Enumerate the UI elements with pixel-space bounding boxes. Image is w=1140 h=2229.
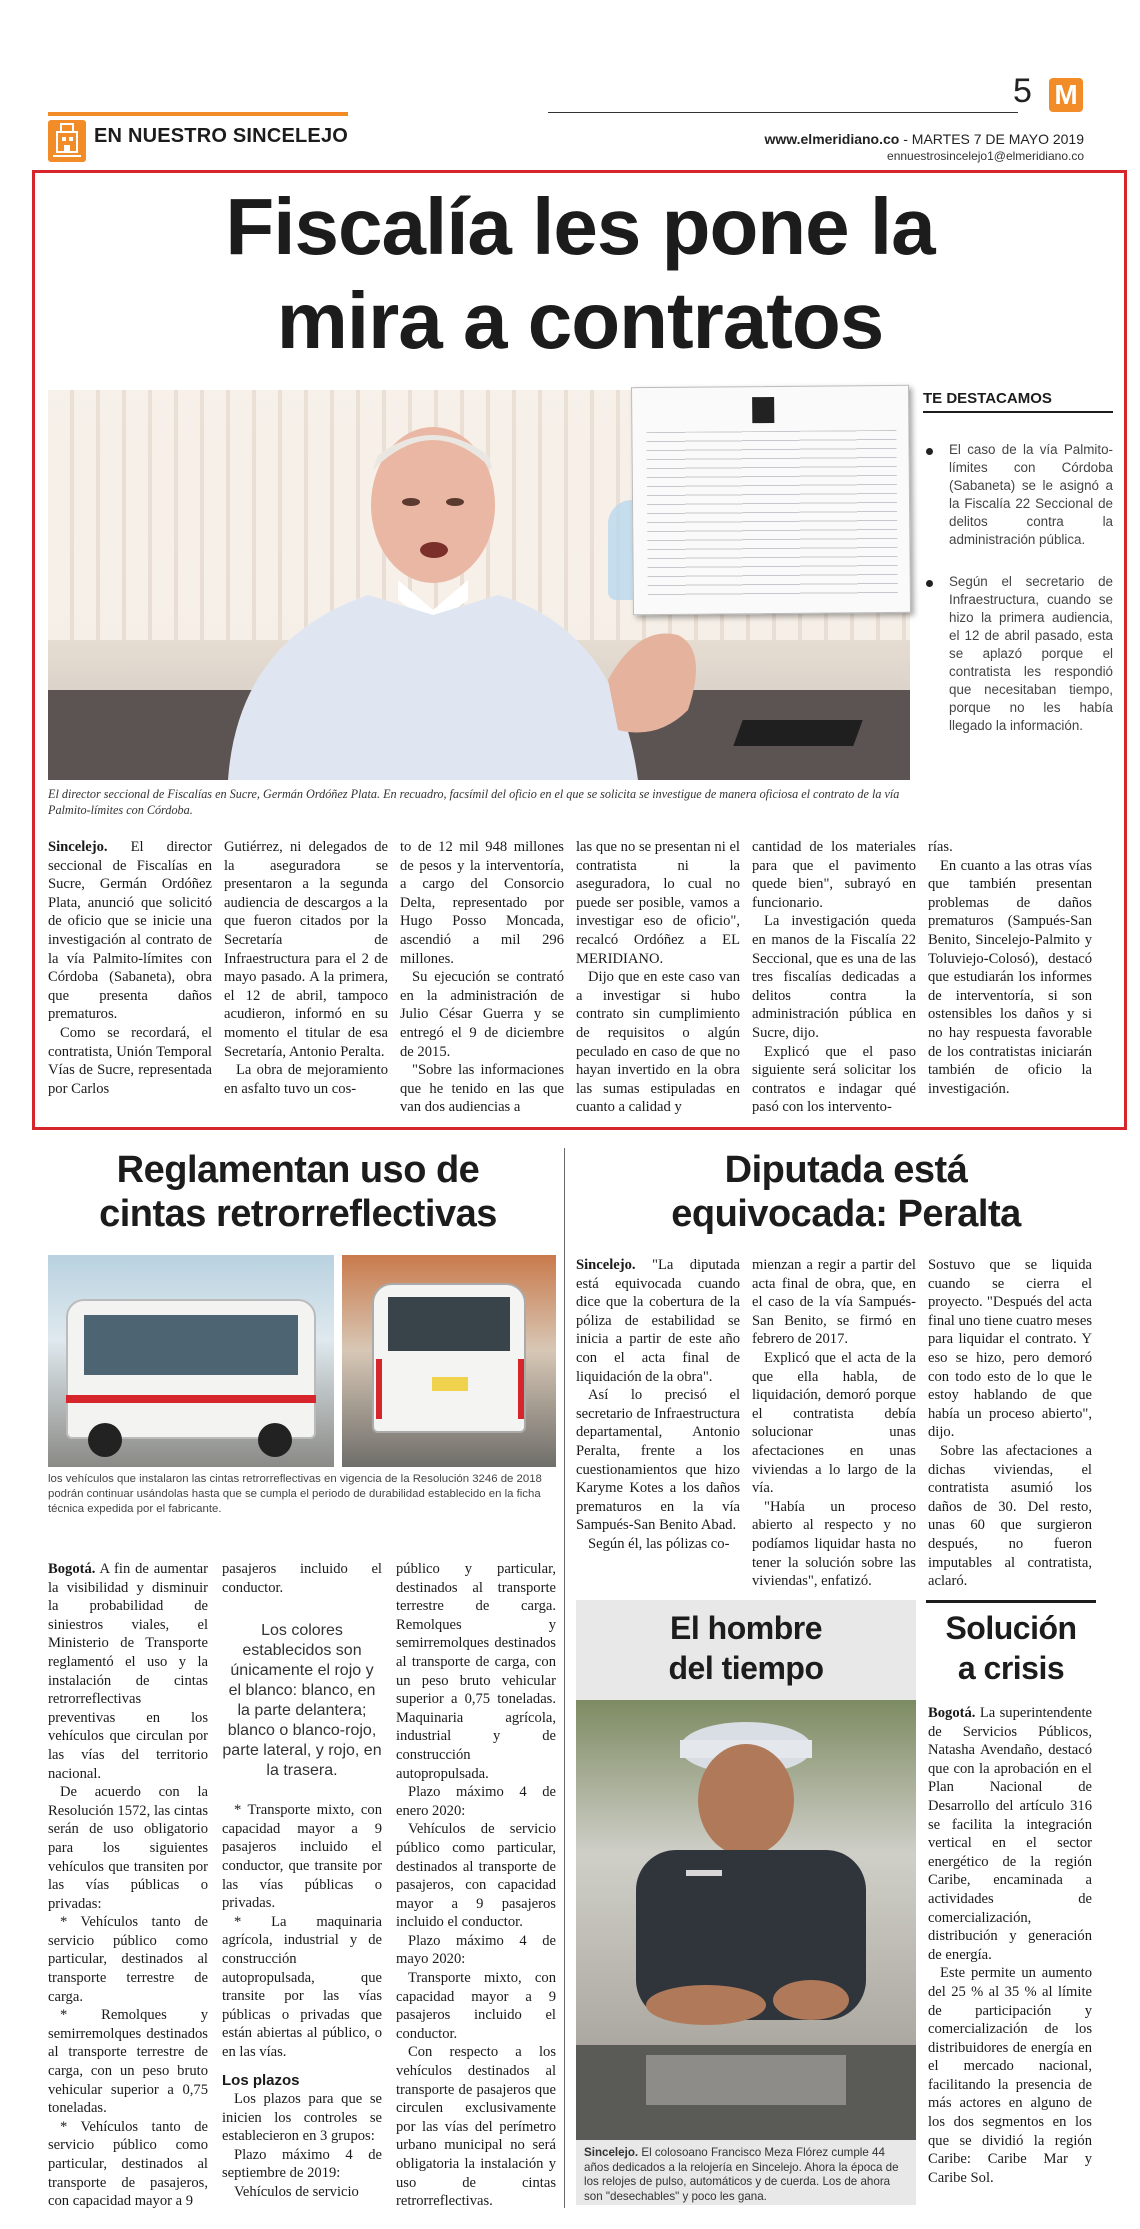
keyboard — [733, 720, 862, 746]
cintas-text: Los plazos para que se inicien los controles se establecieron en 3 grupos: — [222, 2091, 382, 2145]
cintas-text: Plazo máximo 4 de mayo 2020: — [396, 1932, 556, 1968]
main-text: La investigación queda en manos de la Fiscalía 22 Seccional, que es una de las tres fiscalías dedicadas a delitos contra la administración pública en Sucre, dijo. — [752, 913, 916, 1041]
solucion-headline-line1: Solución — [945, 1610, 1077, 1646]
main-column-2 — [224, 838, 388, 1098]
highlight-item: El caso de la vía Palmito-límites con Córdoba (Sabaneta) se le asignó a la Fiscalía 22 Seccional de delitos contra la administración pública. — [923, 441, 1113, 549]
highlights-sidebar — [923, 390, 1113, 759]
hombre-headline — [576, 1608, 916, 1688]
newspaper-logo-letter: M — [1054, 79, 1078, 110]
bus-window — [84, 1315, 298, 1375]
main-text: El director seccional de Fiscalías en Sucre, Germán Ordóñez Plata, anunció que solicitó de oficio que se inicie una investigación al contrato de la vía Palmito-límites con Córdoba (Sabaneta), obra que presenta daños prematuros. — [48, 839, 212, 1023]
main-photo-caption: El director seccional de Fiscalías en Sucre, Germán Ordóñez Plata. En recuadro, facsímil del oficio en el que se solicita se investigue de manera oficiosa el contrato de la vía Palmito-límites con Córdoba. — [48, 787, 900, 817]
cintas-text: * Vehículos tanto de servicio público como particular, destinados al transporte de pasajeros, con capacidad mayor a 9 — [48, 2118, 208, 2210]
van-tape-right — [518, 1359, 524, 1419]
bus-wheel — [258, 1423, 292, 1457]
peralta-text: "Había un proceso abierto al respecto y no podíamos liquidar hasta no tener la solución sobre las viviendas", enfatizó. — [752, 1498, 916, 1590]
peralta-dateline: Sincelejo. — [576, 1257, 636, 1273]
hombre-caption-dateline: Sincelejo. — [584, 2146, 639, 2159]
cintas-text: De acuerdo con la Resolución 1572, las cintas serán de uso obligatorio para los siguientes vehículos que transiten por las vías públicas o privadas: — [48, 1784, 208, 1912]
solucion-text: Este permite un aumento del 25 % al 35 % al límite de participación y comercialización de los distribuidores de energía en el mercado nacional, facilitando la presencia de más actores en alguno de los dos segmentos en los que se dividió la región Caribe: Caribe Mar y Caribe Sol. — [928, 1965, 1092, 2186]
main-headline-line2: mira a contratos — [276, 276, 884, 365]
main-text: rías. — [928, 839, 953, 855]
dateline — [764, 131, 1084, 147]
main-text: Como se recordará, el contratista, Unión Temporal Vías de Sucre, representada por Carlos — [48, 1024, 212, 1097]
cintas-column-1 — [48, 1560, 208, 2211]
peralta-headline-line2: equivocada: Peralta — [671, 1193, 1021, 1235]
main-text: cantidad de los materiales para que el pavimento quede bien", subrayó en funcionario. — [752, 839, 916, 911]
main-text: "Sobre las informaciones que he tenido en las que van dos audiencias a — [400, 1062, 564, 1116]
van-photo — [342, 1255, 556, 1467]
section-icon — [48, 120, 86, 162]
peralta-text: mienzan a regir a partir del acta final de obra, que, en el caso de la vía Sampués-San Benito, se firmó en febrero de 2017. — [752, 1257, 916, 1348]
cintas-text: * La maquinaria agrícola, industrial y de construcción autopropulsada, que transite por las vías públicas o privadas que están abiertas al público, o en las vías. — [222, 1913, 382, 2060]
main-headline-line1: Fiscalía les pone la — [225, 182, 935, 271]
peralta-text: Según él, las pólizas co- — [588, 1535, 730, 1552]
hombre-caption — [584, 2146, 910, 2204]
facsimile-seal-icon — [752, 397, 774, 423]
cintas-dateline: Bogotá. — [48, 1561, 96, 1577]
main-column-4 — [576, 838, 740, 1117]
cintas-text: * Vehículos tanto de servicio público como particular, destinados al transporte terrestre de carga. — [48, 1914, 208, 2005]
main-text: to de 12 mil 948 millones de pesos y la interventoría, a cargo del Consorcio Delta, representado por Hugo Posso Moncada, ascendió a mil 296 millones. — [400, 839, 564, 967]
peralta-text: Sobre las afectaciones a dichas viviendas, el contratista asumió los daños de 30. Del resto, unas 60 que surgieron después, no fueron imputables al contratista, aclaró. — [928, 1442, 1092, 1590]
peralta-column-2 — [752, 1256, 916, 1591]
cintas-text: público y particular, destinados al transporte terrestre de carga. Remolques y semirremolques destinados al transporte de carga, con un peso bruto vehicular superior a 0,75 toneladas. Maquinaria agrícola, industrial y de construcción autopropulsada. — [396, 1561, 556, 1782]
van-tape-left — [376, 1359, 382, 1419]
cintas-pull-quote: Los colores establecidos son únicamente el rojo y el blanco: blanco, en la parte delantera; blanco o blanco-rojo, parte lateral, y rojo, en la trasera. — [222, 1622, 382, 1780]
cintas-text: A fin de aumentar la visibilidad y disminuir la probabilidad de siniestros viales, el Ministerio de Transporte reglamentó el uso y la instalación de cintas retrorreflectivas preventivas en los vehículos que circulan por las vías del territorio nacional. — [48, 1561, 208, 1782]
newspaper-logo — [1049, 78, 1083, 112]
main-column-3 — [400, 838, 564, 1117]
peralta-column-1 — [576, 1256, 740, 1554]
cintas-headline-line2: cintas retrorreflectivas — [99, 1193, 497, 1235]
section-email[interactable]: ennuestrosincelejo1@elmeridiano.co — [887, 149, 1084, 163]
facsimile-document — [631, 385, 911, 615]
cintas-headline-line1: Reglamentan uso de — [116, 1149, 480, 1191]
cintas-text: Plazo máximo 4 de septiembre de 2019: — [222, 2146, 382, 2182]
main-text: En cuanto a las otras vías que también presentan problemas de daños prematuros (Sampués-San Benito, Sincelejo-Palmito y Toluviejo-Colosó), destacó que estudiarán los informes de interventoría, si son ostensibles los daños y si no hay respuesta favorable de los contratistas iniciarán también de oficio la investigación. — [928, 857, 1092, 1097]
main-text: Dijo que en este caso van a investigar si hubo contrato sin cumplimiento de requisitos o algún peculado en caso de que no hayan invertido en la obra las sumas estipuladas en cuanto a calidad y — [576, 969, 740, 1116]
main-text: Explicó que el paso siguiente será solicitar los contratos e indagar qué pasó con los intervento- — [752, 1043, 916, 1116]
main-text: Gutiérrez, ni delegados de la aseguradora se presentaron a la segunda audiencia de descargos a la que fueron citados por la Secretaría de Infraestructura para el 2 de mayo pasado. A la primera, el 12 de abril, tampoco acudieron, informó en su momento el titular de esa Secretaría, Antonio Peralta. — [224, 839, 388, 1060]
watchmaker-photo — [576, 1700, 916, 2140]
section-title: EN NUESTRO SINCELEJO — [94, 125, 349, 147]
solucion-headline-line2: a crisis — [957, 1650, 1065, 1686]
cintas-text: Con respecto a los vehículos destinados al transporte de pasajeros que circulen exclusivamente por las vías del perímetro urbano municipal no será obligatoria la instalación y uso de cintas retrorreflectivas. — [396, 2044, 556, 2210]
solucion-text: La superintendente de Servicios Públicos, Natasha Avendaño, destacó que con la aprobación en el Plan Nacional de Desarrollo del artículo 316 se facilita la integración vertical en el sector energético de la región Caribe, encaminada a actividades de comercialización, distribución y generación de energía. — [928, 1705, 1092, 1963]
peralta-column-3 — [928, 1256, 1092, 1591]
highlight-item: Según el secretario de Infraestructura, cuando se hizo la primera audiencia, el 12 de abril pasado, esta se aplazó porque el contratista les respondió que necesitaban tiempo, porque no les había llegado la información. — [923, 573, 1113, 735]
solucion-top-rule — [926, 1600, 1096, 1603]
header-rule — [548, 112, 1018, 113]
section-bar — [48, 112, 348, 116]
peralta-headline-line1: Diputada está — [724, 1149, 968, 1191]
highlights-list — [923, 441, 1113, 735]
cintas-text: pasajeros incluido el conductor. — [222, 1561, 382, 1596]
hombre-caption-text: El colosoano Francisco Meza Flórez cumple 44 años dedicados a la relojería en Sincelejo. Ahora la época de los relojes de pulso, automáticos y de cuerda. Los de ahora son "desechables" y poco les gana. — [584, 2146, 899, 2203]
peralta-text: Así lo precisó el secretario de Infraestructura departamental, Antonio Peralta, frente a los cuestionamientos que hizo Karyme Kotes a los daños prematuros en la vía Sampués-San Benito Abad. — [576, 1387, 740, 1534]
bus-wheel — [88, 1423, 122, 1457]
main-text: La obra de mejoramiento en asfalto tuvo un cos- — [224, 1062, 388, 1097]
main-text: las que no se presentan ni el contratista ni la aseguradora, lo cual no puede ser posible, vamos a investigar eso de oficio", recalcó Ordóñez a EL MERIDIANO. — [576, 839, 740, 967]
cintas-text: Vehículos de servicio — [234, 2184, 359, 2201]
main-dateline: Sincelejo. — [48, 839, 108, 855]
watchmaker-illustration — [576, 1700, 916, 2140]
cintas-photo-caption: los vehículos que instalaron las cintas retrorreflectivas en vigencia de la Resolución 3246 de 2018 podrán continuar usándolas hasta que se cumpla el periodo de durabilidad establecido en la ficha técnica expedida por el fabricante. — [48, 1473, 542, 1515]
van-window — [388, 1297, 510, 1351]
main-text: Su ejecución se contrató en la administración de Julio César Guerra y se entregó el 9 de diciembre de 2015. — [400, 969, 564, 1060]
cintas-text: * Remolques y semirremolques destinados al transporte terrestre de carga, con un peso bruto vehicular superior a 0,75 toneladas. — [48, 2007, 208, 2117]
page-number: 5 — [1013, 72, 1032, 110]
solucion-dateline: Bogotá. — [928, 1705, 976, 1721]
cintas-subhead: Los plazos — [222, 2071, 300, 2089]
cintas-headline — [40, 1148, 556, 1236]
facsimile-text-lines — [646, 430, 897, 602]
main-column-1 — [48, 838, 212, 1098]
issue-date: - MARTES 7 DE MAYO 2019 — [899, 131, 1084, 147]
main-headline — [40, 180, 1120, 368]
van-plate — [432, 1377, 468, 1391]
peralta-text: Sostuvo que se liquida cuando se cierra el proyecto. "Después del acta final uno tiene cuatro meses para liquidar el contrato. Y eso se hizo, pero demoró con todo esto de lo que le estoy hablando de que había un proceso abierto", dijo. — [928, 1257, 1092, 1441]
highlights-title: TE DESTACAMOS — [923, 390, 1113, 413]
solucion-column — [928, 1704, 1092, 2187]
bus-photo — [48, 1255, 334, 1467]
cintas-text: Plazo máximo 4 de enero 2020: — [396, 1784, 556, 1819]
peralta-text: Explicó que el acta de la que ella habla, de liquidación, demoró porque el contratista debía solucionar unas afectaciones en unas viviendas a lo largo de la vía. — [752, 1349, 916, 1497]
cintas-text: Vehículos de servicio público como particular, destinados al transporte de pasajeros, con capacidad mayor a 9 pasajeros incluido el conductor. — [396, 1821, 556, 1931]
main-column-5 — [752, 838, 916, 1117]
column-divider — [564, 1148, 565, 2208]
cintas-text: Transporte mixto, con capacidad mayor a 9 pasajeros incluido el conductor. — [396, 1970, 556, 2042]
cintas-text: * Transporte mixto, con capacidad mayor a 9 pasajeros incluido el conductor, que transite por las vías públicas o privadas. — [222, 1802, 382, 1912]
solucion-headline — [922, 1608, 1100, 1688]
hombre-headline-line2: del tiempo — [668, 1650, 824, 1686]
building-icon — [48, 120, 86, 162]
cintas-column-2 — [222, 1560, 382, 2202]
peralta-headline — [572, 1148, 1120, 1236]
cintas-column-3 — [396, 1560, 556, 2211]
website-link[interactable]: www.elmeridiano.co — [764, 131, 900, 147]
peralta-text: "La diputada está equivocada cuando dice que la cobertura de la póliza de estabilidad se inicia a partir de este año con el acta final de liquidación de la obra". — [576, 1257, 740, 1385]
masthead — [0, 0, 1140, 165]
hombre-headline-line1: El hombre — [670, 1610, 822, 1646]
main-column-6 — [928, 838, 1092, 1098]
bus-stripe — [66, 1395, 316, 1403]
